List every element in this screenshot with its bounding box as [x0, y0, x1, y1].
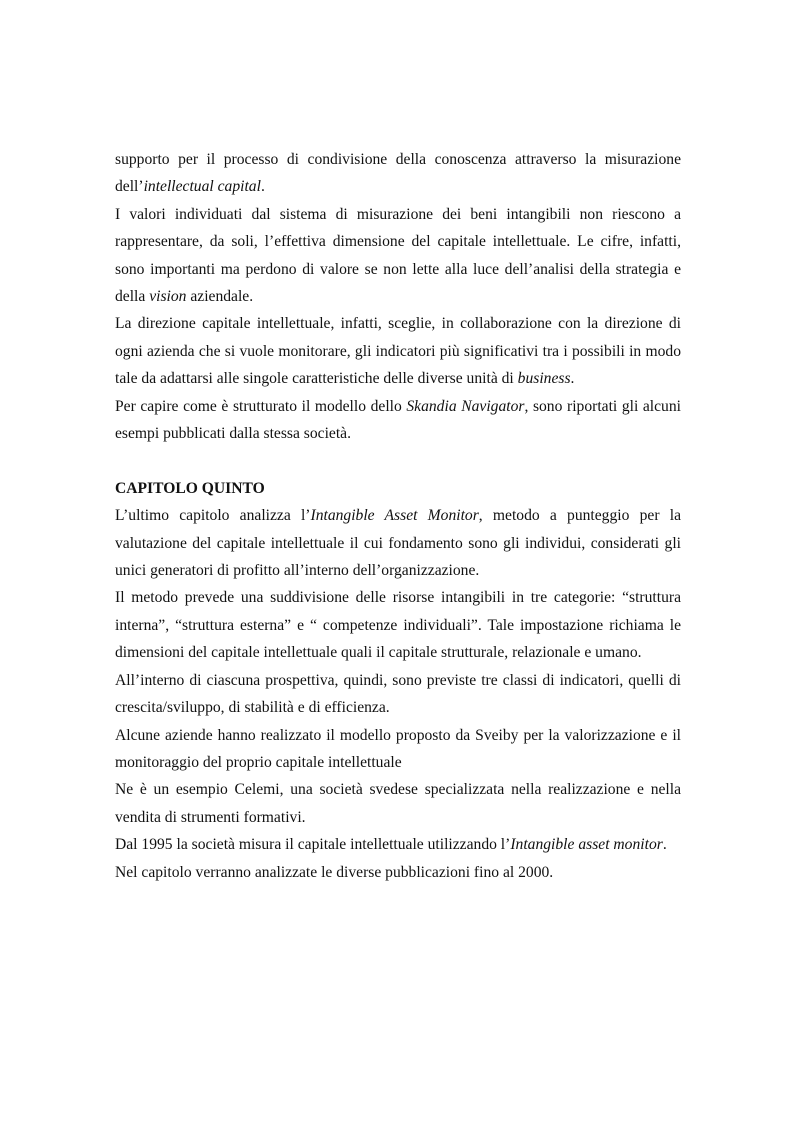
paragraph	[115, 667, 681, 722]
section-gap	[115, 447, 681, 474]
text-run: Dal 1995 la società misura il capitale intellettuale utilizzando l’	[115, 836, 511, 854]
italic-term: Intangible Asset Monitor	[310, 507, 479, 525]
paragraph	[115, 502, 681, 584]
text-run: Ne è un esempio Celemi, una società svedese specializzata nella realizzazione e nella vendita di strumenti formativi.	[115, 781, 681, 826]
italic-term: business	[517, 370, 571, 388]
italic-term: intellectual capital	[143, 178, 261, 196]
italic-term: Intangible asset monitor	[510, 836, 663, 854]
text-run: .	[570, 370, 575, 388]
text-run: Nel capitolo verranno analizzate le diverse pubblicazioni fino al 2000.	[115, 863, 554, 881]
paragraph	[115, 146, 681, 201]
text-run: L’ultimo capitolo analizza l’	[115, 507, 311, 525]
text-run: I valori individuati dal sistema di misurazione dei beni intangibili non riescono a rappresentare, da soli, l’effettiva dimensione del capitale intellettuale. Le cifre, infatti, sono importanti ma perdono di valore se non lette alla luce dell’analisi della strategia e della	[115, 205, 681, 306]
chapter-heading: CAPITOLO QUINTO	[115, 479, 265, 497]
paragraph	[115, 201, 681, 311]
document-page	[115, 146, 681, 886]
paragraph	[115, 310, 681, 392]
text-run: .	[662, 836, 667, 854]
text-run: La direzione capitale intellettuale, infatti, sceglie, in collaborazione con la direzione di ogni azienda che si vuole monitorare, gli indicatori più significativi tra i possibili in modo tale da adattarsi alle singole caratteristiche delle diverse unità di	[115, 315, 681, 388]
text-run: , metodo a punteggio per la valutazione del capitale intellettuale il cui fondamento sono gli individui, considerati gli unici generatori di profitto all’interno dell’organizzazione.	[115, 507, 682, 580]
paragraph	[115, 722, 681, 777]
text-run: aziendale.	[186, 288, 254, 306]
text-run: supporto per il processo di condivisione della conoscenza attraverso la misurazione dell’	[115, 151, 681, 196]
paragraph	[115, 776, 681, 831]
italic-term: Skandia Navigator	[406, 397, 525, 415]
text-run: .	[260, 178, 265, 196]
text-run: Il metodo prevede una suddivisione delle risorse intangibili in tre categorie: “struttura interna”, “struttura esterna” e “ competenze individuali”. Tale impostazione richiama le dimensioni del capitale intellettuale quali il capitale strutturale, relazionale e umano.	[115, 589, 681, 662]
bottom-section	[115, 502, 681, 886]
paragraph	[115, 859, 681, 886]
italic-term: vision	[149, 288, 187, 306]
text-run: All’interno di ciascuna prospettiva, quindi, sono previste tre classi di indicatori, quelli di crescita/sviluppo, di stabilità e di efficienza.	[115, 671, 681, 717]
paragraph	[115, 393, 681, 448]
text-run: , sono riportati gli alcuni esempi pubblicati dalla stessa società.	[115, 397, 681, 443]
text-run: Per capire come è strutturato il modello dello	[115, 397, 407, 415]
text-run: Alcune aziende hanno realizzato il modello proposto da Sveiby per la valorizzazione e il monitoraggio del proprio capitale intellettuale	[115, 726, 681, 771]
top-section	[115, 146, 681, 447]
paragraph	[115, 584, 681, 666]
paragraph	[115, 831, 681, 858]
